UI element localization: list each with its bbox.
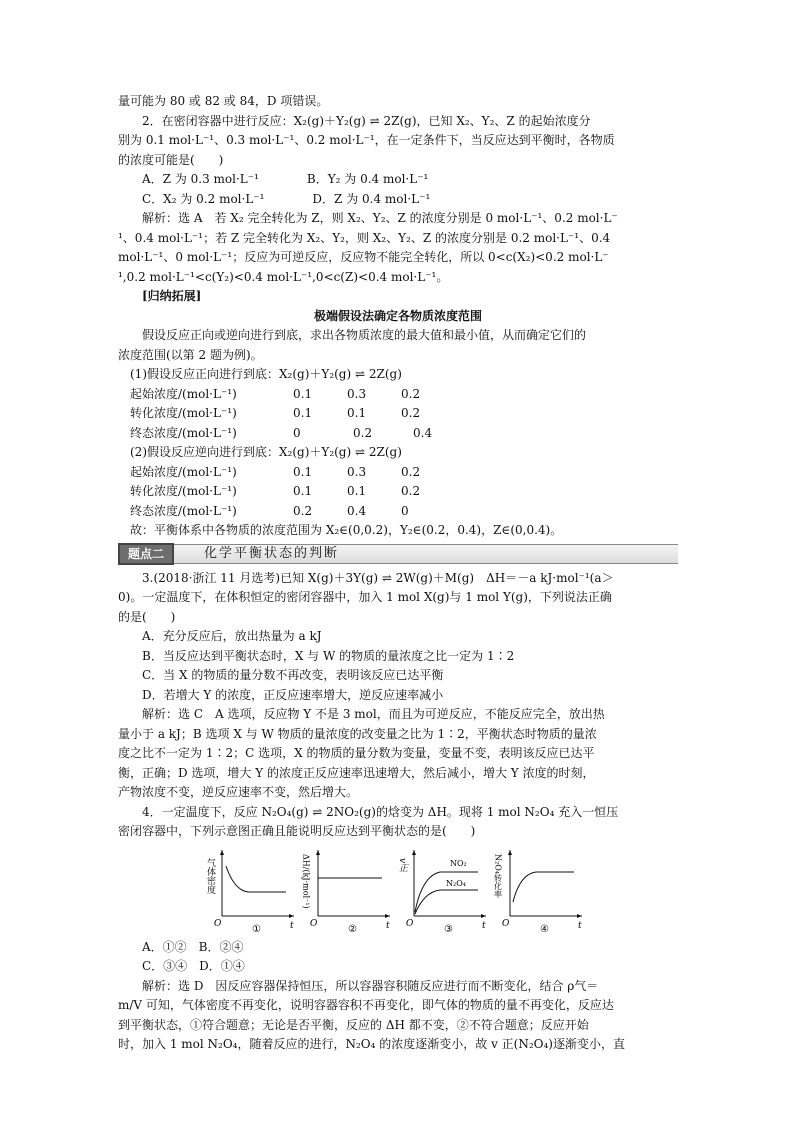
question-3-stem: 的是( ) xyxy=(118,609,176,624)
graph-density xyxy=(205,846,298,935)
graph-rate xyxy=(397,846,490,935)
question-4-analysis: m/V 可知，气体密度不再变化，说明容器容积不再变化，即气体的物质的量不再变化，反应达 xyxy=(118,998,614,1012)
question-2-options: C．X₂ 为 0.2 mol·L⁻¹ D．Z 为 0.4 mol·L⁻¹ xyxy=(142,191,431,206)
graph-x-label: t xyxy=(482,920,486,931)
reverse-assumption-heading: (2)假设反应逆向进行到底：X₂(g)＋Y₂(g) ⇌ 2Z(g) xyxy=(130,445,402,459)
extension-title: 极端假设法确定各物质浓度范围 xyxy=(313,308,482,323)
question-3-option: C．当 X 的物质的量分数不再改变，表明该反应已达平衡 xyxy=(142,668,444,682)
graph-origin: O xyxy=(214,918,222,929)
question-3-option: D．若增大 Y 的浓度，正反应速率增大，逆反应速率减小 xyxy=(142,687,444,702)
document-page xyxy=(118,92,678,1055)
question-3-analysis: 衡，正确；D 选项，增大 Y 的浓度正反应速率迅速增大，然后减小，增大 Y 浓度的时刻， xyxy=(118,765,595,780)
graph-x-label: t xyxy=(578,920,582,931)
question-3-analysis: 量小于 a kJ；B 选项 X 与 W 物质的量浓度的改变量之比为 1∶2，平衡状态时物质的量浓 xyxy=(118,726,597,741)
question-2-stem: 的浓度可能是( ) xyxy=(118,152,224,167)
extension-conclusion: 故：平衡体系中各物质的浓度范围为 X₂∈(0,0.2)，Y₂∈(0.2，0.4)，Z∈(0,0.4)。 xyxy=(130,523,563,537)
graph-x-label: t xyxy=(290,920,294,931)
question-2-analysis: ¹,0.2 mol·L⁻¹<c(Y₂)<0.4 mol·L⁻¹,0<c(Z)<0.4 mol·L⁻¹。 xyxy=(118,269,449,284)
question-4-options: A．①② B．②④ xyxy=(142,939,244,954)
graph-enthalpy xyxy=(301,846,394,935)
graph-number: ② xyxy=(348,923,357,935)
forward-table-row: 转化浓度/(mol·L⁻¹) 0.1 0.1 0.2 xyxy=(130,406,421,420)
reverse-table-row: 起始浓度/(mol·L⁻¹) 0.1 0.3 0.2 xyxy=(130,464,421,479)
graph-origin: O xyxy=(502,918,510,929)
text-line: 量可能为 80 或 82 或 84，D 项错误。 xyxy=(118,94,329,108)
question-3-analysis: 度之比不一定为 1∶2；C 选项，X 的物质的量分数为变量，变量不变，表明该反应已达平 xyxy=(118,746,595,760)
question-4-options: C．③④ D．①④ xyxy=(142,959,245,973)
question-2-analysis: mol·L⁻¹、0 mol·L⁻¹；反应为可逆反应，反应物不能完全转化，所以 0<c(X₂)<0.2 mol·L⁻ xyxy=(118,250,609,264)
question-3-option: B．当反应达到平衡状态时，X 与 W 的物质的量浓度之比一定为 1∶2 xyxy=(142,648,515,663)
question-4-stem: 4．一定温度下，反应 N₂O₄(g) ⇌ 2NO₂(g)的焓变为 ΔH。现将 1 mol N₂O₄ 充入一恒压 xyxy=(142,804,619,819)
extension-intro: 假设反应正向或逆向进行到底，求出各物质浓度的最大值和最小值，从而确定它们的 xyxy=(142,328,587,342)
reverse-table-row: 转化浓度/(mol·L⁻¹) 0.1 0.1 0.2 xyxy=(130,484,421,498)
extension-label: [归纳拓展] xyxy=(142,289,202,303)
series-label-n2o4: N₂O₄ xyxy=(446,878,466,888)
forward-assumption-heading: (1)假设反应正向进行到底：X₂(g)＋Y₂(g) ⇌ 2Z(g) xyxy=(130,367,402,381)
graph-conversion xyxy=(493,846,586,935)
section-header xyxy=(118,543,678,565)
forward-table-row: 起始浓度/(mol·L⁻¹) 0.1 0.3 0.2 xyxy=(130,386,421,401)
graph-number: ④ xyxy=(540,923,549,935)
question-3-stem: 0)。一定温度下，在体积恒定的密闭容器中，加入 1 mol X(g)与 1 mol Y(g)，下列说法正确 xyxy=(118,590,612,604)
section-tag: 题点二 xyxy=(118,543,174,565)
question-2-analysis: 解析：选 A 若 X₂ 完全转化为 Z，则 X₂、Y₂、Z 的浓度分别是 0 mol·L⁻¹、0.2 mol·L⁻ xyxy=(142,211,618,225)
question-4-analysis: 时，加入 1 mol N₂O₄，随着反应的进行，N₂O₄ 的浓度逐渐变小，故 v 正(N₂O₄)逐渐变小，直 xyxy=(118,1037,625,1051)
graph-origin: O xyxy=(310,918,318,929)
question-4-graphs xyxy=(118,846,678,936)
graph-y-label: 气体密度 xyxy=(205,857,215,894)
question-2-options: A．Z 为 0.3 mol·L⁻¹ B．Y₂ 为 0.4 mol·L⁻¹ xyxy=(142,172,429,186)
question-3-option: A．充分反应后，放出热量为 a kJ xyxy=(142,629,322,643)
graph-origin: O xyxy=(406,918,414,929)
graph-y-label: ΔH/(kJ·mol⁻¹) xyxy=(301,853,311,909)
series-label-no2: NO₂ xyxy=(450,858,467,868)
graph-y-label: N₂O₄转化率 xyxy=(493,853,503,898)
question-4-stem: 密闭容器中，下列示意图正确且能说明反应达到平衡状态的是( ) xyxy=(118,824,476,838)
section-title: 化学平衡状态的判断 xyxy=(174,544,678,564)
question-3-analysis: 产物浓度不变，逆反应速率不变，然后增大。 xyxy=(118,785,359,799)
question-4-analysis: 到平衡状态，①符合题意；无论是否平衡，反应的 ΔH 都不变，②不符合题意；反应开始 xyxy=(118,1017,589,1032)
reverse-table-row: 终态浓度/(mol·L⁻¹) 0.2 0.4 0 xyxy=(130,503,409,518)
question-3-analysis: 解析：选 C A 选项，反应物 Y 不是 3 mol，而且为可逆反应，不能反应完全，放出热 xyxy=(142,707,605,721)
question-2-stem: 2．在密闭容器中进行反应：X₂(g)＋Y₂(g) ⇌ 2Z(g)，已知 X₂、Y₂、Z 的起始浓度分 xyxy=(142,113,591,128)
question-4-analysis: 解析：选 D 因反应容器保持恒压，所以容器容积随反应进行而不断变化，结合 ρ气＝ xyxy=(142,978,599,993)
graph-number: ① xyxy=(252,923,261,935)
graph-number: ③ xyxy=(444,923,453,935)
graph-y-label: v正 xyxy=(397,857,407,872)
graph-x-label: t xyxy=(386,920,390,931)
question-2-stem: 别为 0.1 mol·L⁻¹、0.3 mol·L⁻¹、0.2 mol·L⁻¹，在一定条件下，当反应达到平衡时，各物质 xyxy=(118,133,615,147)
question-3-stem: 3.(2018·浙江 11 月选考)已知 X(g)＋3Y(g) ⇌ 2W(g)＋M(g) ΔH＝－a kJ·mol⁻¹(a＞ xyxy=(142,570,614,585)
extension-intro: 浓度范围(以第 2 题为例)。 xyxy=(118,347,263,362)
forward-table-row: 终态浓度/(mol·L⁻¹) 0 0.2 0.4 xyxy=(130,425,433,440)
question-2-analysis: ¹、0.4 mol·L⁻¹；若 Z 完全转化为 X₂、Y₂，则 X₂、Y₂、Z 的浓度分别是 0.2 mol·L⁻¹、0.4 xyxy=(118,230,611,245)
